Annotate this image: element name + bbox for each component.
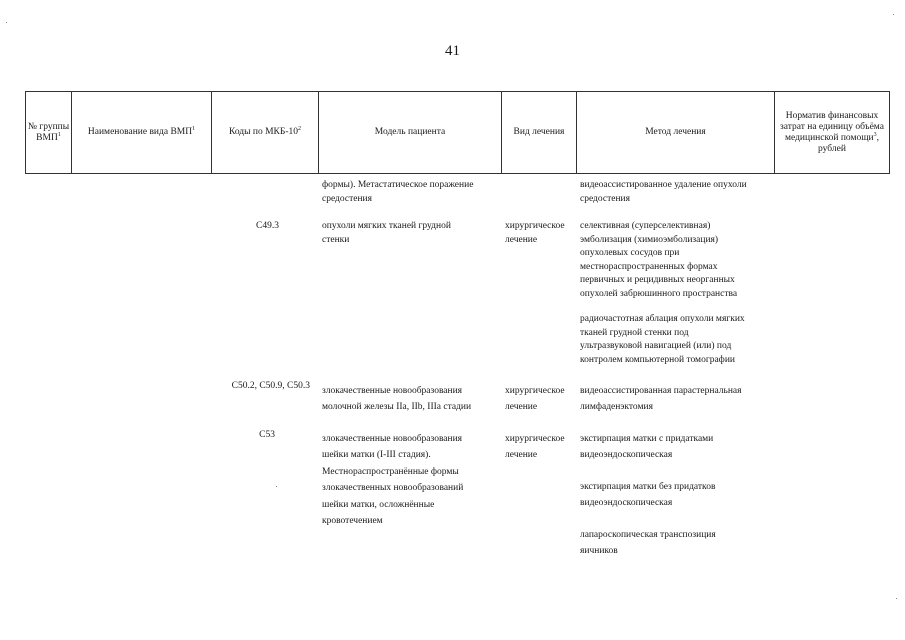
patient-model-cell: опухоли мягких тканей грудной стенки [322,221,451,245]
scan-speck [276,486,277,487]
scan-speck [896,598,897,599]
header-treatment-method: Метод лечения [645,127,706,137]
treatment-method-cell: видеоассистированная парастернальная лимфаденэктомия [580,386,742,412]
treatment-method-cell: селективная (суперселективная) эмболизация (химиоэмболизация) опухолевых сосудов при местнораспространенных формах первичных и рецидивных неорганных опухолей забрюшинного пространства [580,221,738,299]
treatment-type-cell: хирургическое лечение [505,221,565,245]
icd-code-cell: C53 [259,430,275,440]
treatment-method-cell: видеоассистированное удаление опухоли средостения [580,180,747,204]
header-type-name: Наименование вида ВМП$^1$ [87,125,196,137]
treatment-method-cell: лапароскопическая транспозиция яичников [580,530,716,557]
icd-code-cell: C49.3 [256,221,279,231]
patient-model-cell: злокачественные новообразования молочной железы IIa, IIb, IIIa стадии [322,386,472,412]
scan-speck [893,14,894,15]
scan-speck [6,22,7,23]
patient-model-cell: злокачественные новообразования шейки матки (I-III стадия). Местнораспространённые формы злокачественных новообразований шейки матки, осложнённые кровотечением [322,434,464,527]
header-patient-model: Модель пациента [374,127,446,137]
header-icd-codes: Коды по МКБ-$10^2$ [228,125,302,137]
treatment-type-cell: хирургическое лечение [505,434,565,461]
page-number: 41 [445,43,460,59]
treatment-method-cell: радиочастотная аблация опухоли мягких тканей грудной стенки под ультразвуковой навигацией (или) под контролем компьютерной томографии [580,314,745,365]
col-divider [889,91,890,174]
header-cost-norm: Норматив финансовых затрат на единицу объёма медицинской помощи$^3$, рублей [780,110,884,154]
header-group-no: № группы ВМП$^1$ [27,121,70,143]
patient-model-cell: формы). Метастатическое поражение средостения [322,180,474,204]
treatment-type-cell: хирургическое лечение [505,386,565,412]
icd-code-cell: C50.2, C50.9, C50.3 [231,381,310,391]
treatment-method-cell: экстирпация матки без придатков видеоэндоскопическая [580,482,716,509]
treatment-method-cell: экстирпация матки с придатками видеоэндоскопическая [580,434,714,461]
header-treatment-type: Вид лечения [513,127,565,137]
header-bottom-border [25,173,890,174]
